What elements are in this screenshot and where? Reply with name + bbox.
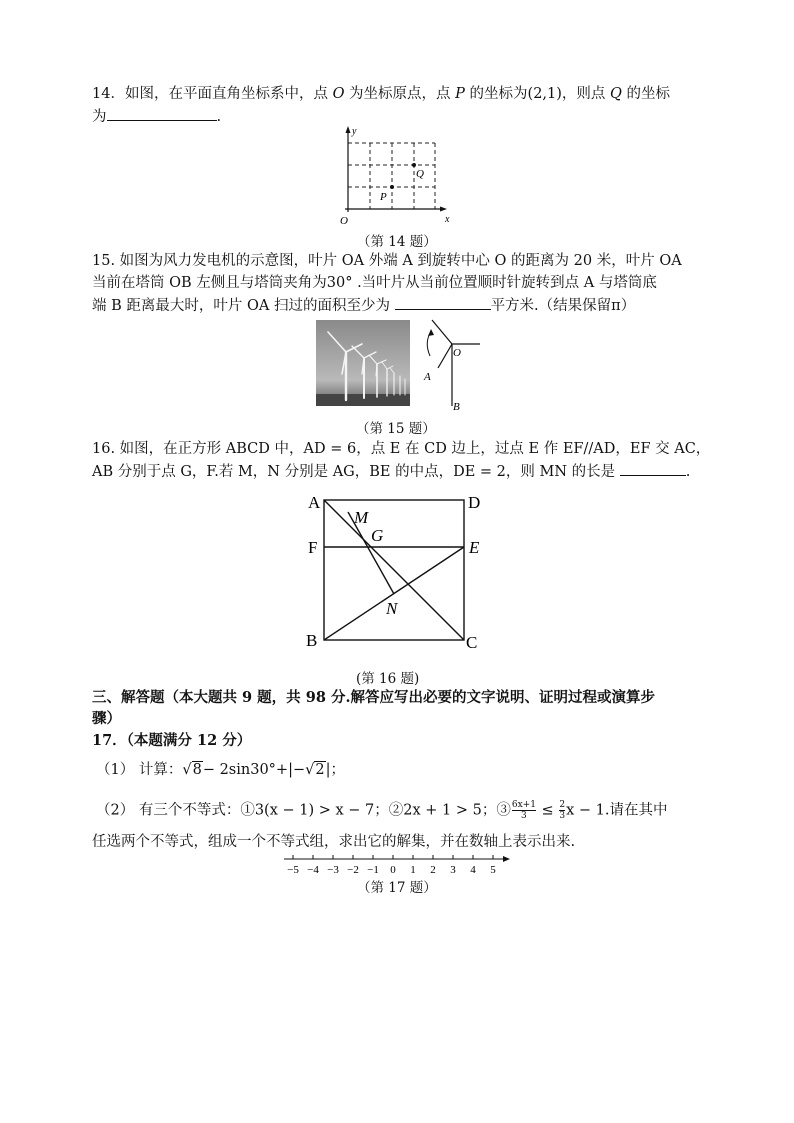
q15-line3: [92, 295, 635, 316]
q16-text-a: AB 分别于点 G，F.若 M，N 分别是 AG，BE 的中点，DE = 2，则 MN 的长是: [92, 464, 620, 480]
q16-square-figure: [300, 488, 500, 658]
q17-part1: （1） 计算：√8− 2sin30°+|−√2|；: [96, 762, 345, 778]
q17-frac1-num: 6x+1: [511, 800, 536, 810]
q14-text-d: 的坐标: [621, 86, 671, 102]
q17-frac2-num: 2: [559, 800, 566, 810]
q15-wind-farm-photo: [316, 320, 410, 406]
q16-fig-label-m: M: [354, 508, 369, 527]
section3-line2: 骤）: [92, 710, 121, 727]
number-line-tick-label: −1: [367, 864, 379, 876]
number-line-tick-label: −3: [327, 864, 339, 876]
q16-period: .: [685, 464, 691, 480]
q14-fig-label-q: Q: [416, 168, 424, 180]
q15-text-b: 平方米.（结果保留π）: [490, 298, 636, 314]
q17-caption: （第 17 题）: [357, 880, 437, 896]
q16-fig-label-n: N: [386, 599, 398, 618]
q14-text-b: 为坐标原点，点: [344, 86, 456, 102]
q17-header: 17．（本题满分 12 分）: [92, 732, 252, 749]
number-line-tick-label: 3: [450, 864, 456, 876]
number-line-tick-label: 2: [430, 864, 436, 876]
number-line-tick-label: 5: [490, 864, 496, 876]
number-line-tick-label: −5: [287, 864, 299, 876]
q16-answer-blank[interactable]: [620, 461, 686, 476]
q17-part1-label: （1） 计算：: [96, 762, 183, 778]
q17-part2-leq: ≤: [536, 802, 559, 819]
q14-var-p: P: [455, 86, 465, 102]
number-line-tick-label: 0: [390, 864, 396, 876]
q16-fig-label-e: E: [469, 538, 480, 557]
q17-expr-middle: − 2sin30°+|−: [202, 762, 306, 778]
q17-expr-end: |；: [325, 762, 345, 778]
q17-frac2-den: 3: [559, 811, 566, 821]
q17-part2-line1: [96, 800, 667, 821]
section3-line1: 三、解答题（本大题共 9 题，共 98 分.解答应写出必要的文字说明、证明过程或演算步: [92, 689, 656, 706]
q17-sqrt8: 8: [192, 762, 202, 778]
q15-caption: （第 15 题）: [356, 421, 436, 437]
q14-text-wei: 为: [92, 109, 107, 125]
q17-frac1: [512, 800, 536, 821]
q14-fig-label-x: x: [445, 214, 450, 225]
q16-line2: [92, 461, 690, 482]
q16-fig-label-g: G: [371, 526, 384, 545]
q17-frac1-den: 3: [521, 811, 527, 821]
q15-line1: 15. 如图为风力发电机的示意图，叶片 OA 外端 A 到旋转中心 O 的距离为 20 米，叶片 OA: [92, 253, 682, 269]
q15-turbine-schematic: [418, 314, 490, 414]
q16-fig-label-a: A: [308, 493, 321, 512]
q17-frac2: [559, 800, 565, 821]
q15-fig-label-a: A: [424, 371, 431, 383]
q14-var-o: O: [332, 86, 345, 102]
q14-answer-blank[interactable]: [107, 106, 217, 121]
q14-fig-label-y: y: [352, 126, 357, 137]
number-line-tick-label: 4: [470, 864, 476, 876]
q14-var-q: Q: [610, 86, 622, 102]
q16-line1: 16. 如图，在正方形 ABCD 中，AD = 6，点 E 在 CD 边上，过点 E 作 EF//AD，EF 交 AC，: [92, 441, 711, 457]
number-line-tick-label: −4: [307, 864, 319, 876]
q16-caption: (第 16 题): [356, 671, 420, 687]
q15-fig-label-o: O: [453, 347, 461, 359]
q17-sqrt2: 2: [315, 762, 325, 778]
q15-fig-label-b: B: [453, 401, 460, 413]
q15-line2: 当前在塔筒 OB 左侧且与塔筒夹角为30° .当叶片从当前位置顺时针旋转到点 A 与塔筒底: [92, 275, 657, 291]
q15-text-a: 端 B 距离最大时，叶片 OA 扫过的面积至少为: [92, 298, 395, 314]
q14-line1: [92, 84, 670, 104]
q14-coordinate-figure: [335, 122, 460, 227]
q14-period: .: [216, 109, 222, 125]
number-line-tick-label: 1: [410, 864, 416, 876]
q16-fig-label-b: B: [306, 631, 318, 650]
number-line-tick-label: −2: [347, 864, 359, 876]
q14-fig-label-p: P: [380, 191, 387, 203]
q14-text-a: 14．如图，在平面直角坐标系中，点: [92, 86, 333, 102]
q14-caption: （第 14 题）: [357, 234, 437, 250]
q14-line2: [92, 106, 221, 127]
q17-part2-text-a: （2） 有三个不等式：①3(x − 1) > x − 7；②2x + 1 > 5；③: [96, 802, 511, 819]
q17-part2-text-c: x − 1.请在其中: [566, 802, 668, 819]
q15-answer-blank[interactable]: [395, 295, 491, 310]
q16-fig-label-c: C: [466, 633, 478, 652]
q14-text-c: 的坐标为(2,1)，则点: [464, 86, 611, 102]
q17-part2-line2: 任选两个不等式，组成一个不等式组，求出它的解集，并在数轴上表示出来.: [92, 834, 576, 850]
q16-fig-label-d: D: [468, 493, 481, 512]
q16-fig-label-f: F: [308, 538, 318, 557]
q14-fig-label-o: O: [340, 215, 348, 227]
